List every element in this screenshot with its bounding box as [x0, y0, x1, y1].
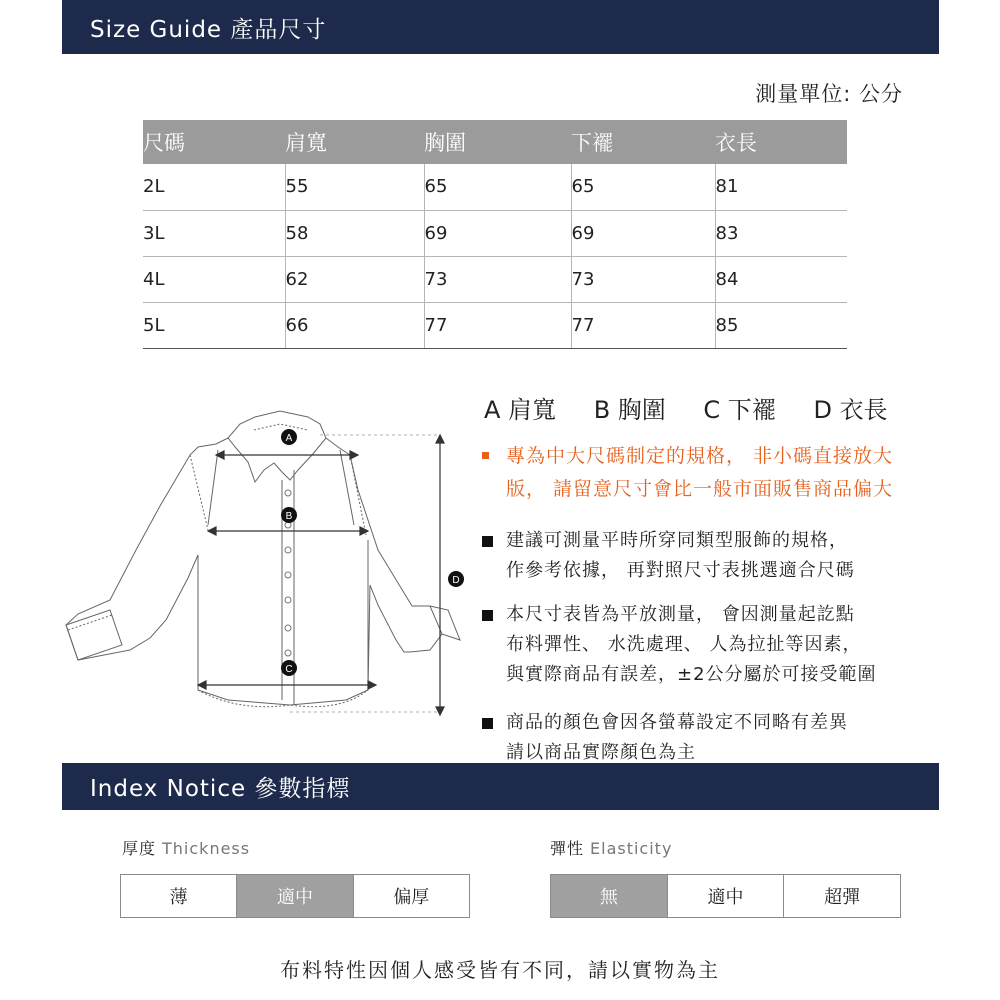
cell-chest: 73 [424, 256, 571, 302]
shirt-measurement-diagram [58, 400, 478, 730]
note-line: 請以商品實際顏色為主 [506, 742, 696, 763]
orange-bullet-icon [482, 452, 489, 459]
square-bullet-icon [482, 718, 493, 729]
note-line: 作參考依據， 再對照尺寸表挑選適合尺碼 [506, 560, 855, 581]
header-shoulder: 肩寬 [285, 120, 424, 164]
table-row [143, 256, 847, 302]
legend-c: C 下襬 [703, 396, 776, 424]
elasticity-label [550, 836, 672, 859]
legend-b: B 胸圍 [593, 396, 666, 424]
note-line: 商品的顏色會因各螢幕設定不同略有差異 [506, 712, 848, 733]
elasticity-label-zh: 彈性 [550, 839, 585, 858]
cell-shoulder: 66 [285, 302, 424, 348]
cell-hem: 77 [571, 302, 715, 348]
note-line: 布料彈性、 水洗處理、 人為拉扯等因素， [506, 634, 862, 655]
cell-size: 5L [143, 302, 285, 348]
size-table-header-row [143, 120, 847, 164]
highlight-line: 版， 請留意尺寸會比一般市面販售商品偏大 [506, 478, 894, 500]
marker-c [281, 660, 297, 676]
header-length: 衣長 [715, 120, 847, 164]
elasticity-option-none: 無 [551, 875, 667, 917]
cell-length: 81 [715, 164, 847, 210]
cell-shoulder: 58 [285, 210, 424, 256]
index-notice-banner [62, 763, 939, 810]
cell-length: 84 [715, 256, 847, 302]
highlight-note [478, 440, 938, 506]
thickness-option-thick: 偏厚 [353, 875, 469, 917]
cell-size: 2L [143, 164, 285, 210]
legend-d: D 衣長 [813, 396, 888, 424]
cell-chest: 69 [424, 210, 571, 256]
note-item [478, 526, 938, 586]
measurement-legend [484, 390, 888, 425]
svg-text:B: B [285, 511, 293, 522]
note-item [478, 600, 938, 690]
table-row [143, 164, 847, 210]
cell-chest: 77 [424, 302, 571, 348]
legend-a: A 肩寬 [484, 396, 557, 424]
header-chest: 胸圍 [424, 120, 571, 164]
svg-text:C: C [285, 664, 293, 675]
cell-size: 3L [143, 210, 285, 256]
marker-a [281, 429, 297, 445]
size-table [143, 120, 847, 349]
size-notes [478, 440, 938, 768]
cell-chest: 65 [424, 164, 571, 210]
note-line: 與實際商品有誤差，±2公分屬於可接受範圍 [506, 664, 877, 685]
cell-length: 85 [715, 302, 847, 348]
unit-label: 測量單位: 公分 [755, 82, 903, 106]
cell-hem: 69 [571, 210, 715, 256]
svg-text:D: D [452, 575, 460, 586]
thickness-option-medium: 適中 [236, 875, 352, 917]
elasticity-label-en: Elasticity [590, 839, 673, 858]
cell-length: 83 [715, 210, 847, 256]
note-line: 本尺寸表皆為平放測量， 會因測量起訖點 [506, 604, 855, 625]
thickness-option-thin: 薄 [121, 875, 236, 917]
highlight-line: 專為中大尺碼制定的規格， 非小碼直接放大 [506, 445, 894, 467]
index-notice-title: Index Notice 參數指標 [90, 776, 351, 802]
size-guide-banner [62, 0, 939, 54]
elasticity-option-medium: 適中 [667, 875, 784, 917]
footer-note: 布料特性因個人感受皆有不同，請以實物為主 [280, 958, 720, 982]
thickness-label-en: Thickness [162, 839, 251, 858]
header-hem: 下襬 [571, 120, 715, 164]
thickness-scale [120, 874, 470, 918]
note-line: 建議可測量平時所穿同類型服飾的規格， [506, 530, 848, 551]
thickness-label-zh: 厚度 [122, 839, 157, 858]
svg-text:A: A [285, 433, 293, 444]
cell-size: 4L [143, 256, 285, 302]
thickness-label [122, 836, 250, 859]
marker-d [448, 571, 464, 587]
elasticity-scale [550, 874, 901, 918]
size-guide-title: Size Guide 產品尺寸 [90, 16, 327, 43]
cell-hem: 73 [571, 256, 715, 302]
table-row [143, 210, 847, 256]
elasticity-option-super: 超彈 [783, 875, 900, 917]
cell-shoulder: 55 [285, 164, 424, 210]
note-item [478, 708, 938, 768]
square-bullet-icon [482, 610, 493, 621]
cell-shoulder: 62 [285, 256, 424, 302]
table-row [143, 302, 847, 348]
marker-b [281, 507, 297, 523]
square-bullet-icon [482, 536, 493, 547]
header-size: 尺碼 [143, 120, 285, 164]
cell-hem: 65 [571, 164, 715, 210]
